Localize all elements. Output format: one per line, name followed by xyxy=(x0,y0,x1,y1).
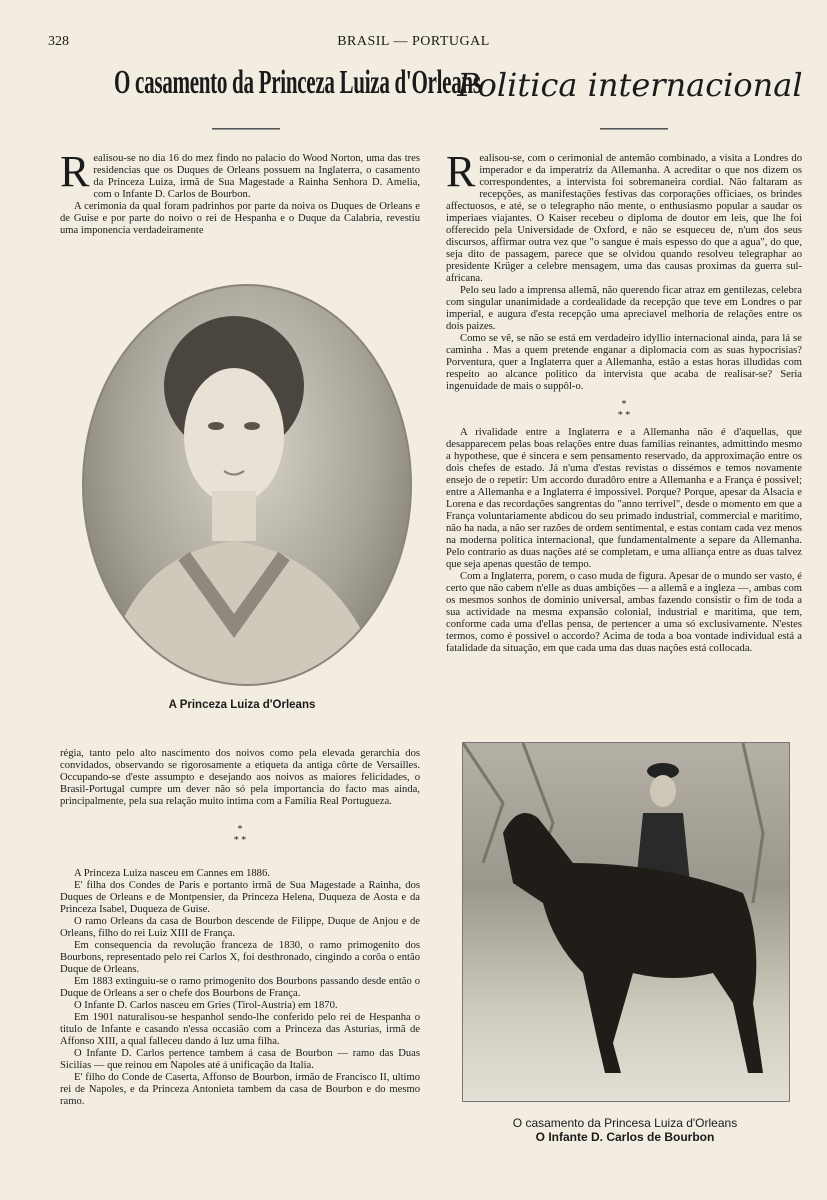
horse-photo-caption xyxy=(462,1116,788,1144)
article-title-wedding: O casamento da Princeza Luiza d'Orleans xyxy=(114,64,481,101)
paragraph: A Princeza Luiza nasceu em Cannes em 1886. xyxy=(74,868,270,879)
drop-cap: R xyxy=(446,147,476,196)
paragraph: Em 1901 naturalisou-se hespanhol sendo-lhe conferido pelo rei de Hespanha o titulo de Infante e casando n'essa occasião com a Princeza das Asturias, irmã de Affonso XIII, a qual falleceu dando á luz uma filha. xyxy=(60,1012,420,1047)
paragraph: Com a Inglaterra, porem, o caso muda de figura. Apesar de o mundo ser vasto, é certo que não cabem n'elle as duas ambições — a allemã e a ingleza —, ambas com os mesmos sonhos de dominio universal, ambas fazendo consistir o fim de toda a sua actividade na mesma expansão colonial, industrial e maritima, que tem, conforme cada uma d'ellas pensa, de pertencer a uma só exclusivamente. N'estes termos, como é possivel o accordo? Acima de toda a boa vontade individual está a fatalidade da situação, em que cada uma das duas nações está collocada. xyxy=(446,571,802,654)
drop-cap: R xyxy=(60,147,90,196)
wedding-article-continued xyxy=(60,748,420,1108)
paragraph: A cerimonia da qual foram padrinhos por parte da noiva os Duques de Orleans e de Guise e por parte do noivo o rei de Hespanha e o Duque da Calabria, revestiu uma imponencia verdadeiramente xyxy=(60,201,420,236)
portrait-photo-princess xyxy=(82,284,412,686)
section-separator: * * * xyxy=(233,824,247,846)
paragraph: ealisou-se, com o cerimonial de antemão combinado, a visita a Londres do imperador e da imperatriz da Allemanha. A acreditar o que nos dizem os correspondentes, a intervista foi sobremaneira cordial. Não faltaram as recepções, as manifestações festivas das corporações officiaes, os brindes affectuosos, e até, se o telegrapho não mente, o enthusiasmo popular a saudar os imperiaes viajantes. O Kaiser recebeu o diploma de doutor em leis, que lhe foi offerecido pela Universidade de Oxford, e não se esqueceu de, n'um dos seus discursos, affirmar outra vez que "o sangue é mais espesso do que a agua", do que, seja dito de passagem, parece que se olvidou quando resolveu telegraphar ao presidente Krüger a celebre mensagem, uma das causas proximas da guerra sul-africana. xyxy=(446,153,802,284)
paragraph: Como se vê, se não se está em verdadeiro idyllio internacional ainda, para lá se caminha . Mas a quem pretende enganar a diplomacia com as suas hypocrisias? Porventura, quer a Inglaterra quer a Allemanha, estão a estas horas illudidas com respeito ao alcance politico da intervista que acaba de realisar-se? Seria ingenuidade de mais o suppôl-o. xyxy=(446,333,802,392)
paragraph: O Infante D. Carlos pertence tambem á casa de Bourbon — ramo das Duas Sicilias — que reinou em Napoles até á unificação da Italia. xyxy=(60,1048,420,1071)
paragraph: ealisou-se no dia 16 do mez findo no palacio do Wood Norton, uma das tres residencias que os Duques de Orleans possuem na Inglaterra, o casamento da Princeza Luiza, irmã de Sua Magestade a Rainha Senhora D. Amelia, com o Infante D. Carlos de Bourbon. xyxy=(93,153,420,200)
paragraph: régia, tanto pelo alto nascimento dos noivos como pela elevada gerarchia dos convidados, observando se rigorosamente a etiqueta da antiga côrte de Versailles. Occupando-se d'este assumpto e desejando aos noivos as maiores felicidades, o Brasil-Portugal cumpre um dever não só pela importancia do facto mas ainda, principalmente, pela sua relação muito intima com a Familia Real Portugueza. xyxy=(60,748,420,807)
paragraph: E' filha dos Condes de Paris e portanto irmã de Sua Magestade a Rainha, dos Duques de Orleans e de Montpensier, da Princeza Helena, Duqueza de Aosta e da Princeza Isabel, Duqueza de Guise. xyxy=(60,880,420,915)
caption-line-2: O Infante D. Carlos de Bourbon xyxy=(535,1130,715,1144)
running-title: BRASIL — PORTUGAL xyxy=(337,34,490,49)
paragraph: E' filho do Conde de Caserta, Affonso de Bourbon, irmão de Francisco II, ultimo rei de Napoles, e da Princeza Antonieta tambem da casa de Bourbon e do mesmo ramo. xyxy=(60,1072,420,1107)
horse-illustration xyxy=(463,743,789,1101)
paragraph: Em consequencia da revolução franceza de 1830, o ramo primogenito dos Bourbons, representado pelo rei Carlos X, foi desthronado, cingindo a corôa o então Duque de Orleans. xyxy=(60,940,420,975)
paragraph: O Infante D. Carlos nasceu em Gries (Tirol-Austria) em 1870. xyxy=(74,1000,338,1011)
politics-article xyxy=(446,147,802,655)
portrait-illustration xyxy=(84,286,410,684)
paragraph: A rivalidade entre a Inglaterra e a Allemanha não é d'aquellas, que desapparecem pelas boas relações entre duas familias reinantes, admittindo mesmo a hypothese, que é sincera e sem pensamento reservado, da approximação entre os dois chefes de estado. Já n'uma d'estas revistas o dissémos e temos novamente ensejo de o repetir: Um accordo duradôro entre a Allemanha e a França é possivel; entre a Allemanha e a Inglaterra é impossivel. Porque? Porque, apesar da Alsacia e Lorena e das recordações sangrentas do "anno terrivel", desde o momento em que a França voluntariamente abdicou do seu primado industrial, commercial e maritimo, não ha nada, a não ser razões de ordem sentimental, e estas contam cada vez menos na moderna politica internacional, que fundamentalmente a separe da Allemanha. Pelo contrario as duas nações até se completam, e uma alliança entre as duas talvez que seja apenas questão de tempo. xyxy=(446,427,802,570)
paragraph: Pelo seu lado a imprensa allemã, não querendo ficar atraz em gentilezas, celebra com singular unanimidade a cordealidade da recepção que teve em Londres o par imperial, e augura d'esta recepção uma apreciavel melhoria de relações entre os dois paizes. xyxy=(446,285,802,332)
title-rule-left xyxy=(212,128,280,130)
article-title-politics: Politica internacional xyxy=(457,66,803,104)
section-separator: * * * xyxy=(617,399,631,421)
page-number: 328 xyxy=(48,34,69,49)
paragraph: O ramo Orleans da casa de Bourbon descende de Filippe, Duque de Anjou e de Orleans, filho do rei Luiz XIII de França. xyxy=(60,916,420,939)
paragraph: Em 1883 extinguiu-se o ramo primogenito dos Bourbons passando desde então o Duque de Orleans a ser o chefe dos Bourbons de França. xyxy=(60,976,420,999)
caption-line-1: O casamento da Princesa Luiza d'Orleans xyxy=(512,1116,738,1130)
horse-rider-photo xyxy=(462,742,790,1102)
title-rule-right xyxy=(600,128,668,130)
wedding-article-intro xyxy=(60,147,420,237)
portrait-caption: A Princeza Luiza d'Orleans xyxy=(168,699,316,711)
